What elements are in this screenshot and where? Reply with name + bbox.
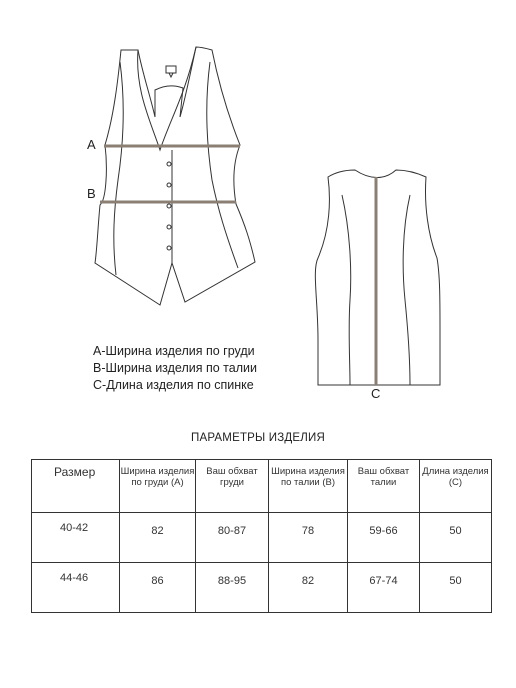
header-length: Длина изделия (С) <box>420 460 492 513</box>
cell-length: 50 <box>420 563 492 613</box>
vest-back-drawing <box>315 170 440 385</box>
legend-length: С-Длина изделия по спинке <box>93 378 254 392</box>
cell-chest-girth: 88-95 <box>196 563 269 613</box>
vest-front-drawing <box>95 47 255 305</box>
label-b: B <box>87 186 96 201</box>
label-a: A <box>87 137 96 152</box>
legend-waist: В-Ширина изделия по талии <box>93 361 257 375</box>
table-row <box>32 563 492 613</box>
header-chest-girth: Ваш обхват груди <box>196 460 269 513</box>
table-title: ПАРАМЕТРЫ ИЗДЕЛИЯ <box>190 432 326 444</box>
cell-size: 40-42 <box>32 513 120 563</box>
cell-waist-width: 82 <box>269 563 348 613</box>
cell-length: 50 <box>420 513 492 563</box>
header-size: Размер <box>32 460 120 513</box>
label-c: C <box>371 386 381 401</box>
legend-chest: А-Ширина изделия по груди <box>93 344 255 358</box>
cell-chest-girth: 80-87 <box>196 513 269 563</box>
measurement-legend <box>93 343 257 394</box>
header-chest-width: Ширина изделия по груди (А) <box>120 460 196 513</box>
cell-waist-width: 78 <box>269 513 348 563</box>
header-waist-girth: Ваш обхват талии <box>348 460 420 513</box>
size-parameters-table <box>31 459 492 613</box>
cell-waist-girth: 67-74 <box>348 563 420 613</box>
table-header-row <box>32 460 492 513</box>
cell-chest-width: 82 <box>120 513 196 563</box>
cell-size: 44-46 <box>32 563 120 613</box>
table-row <box>32 513 492 563</box>
cell-waist-girth: 59-66 <box>348 513 420 563</box>
cell-chest-width: 86 <box>120 563 196 613</box>
header-waist-width: Ширина изделия по талии (В) <box>269 460 348 513</box>
